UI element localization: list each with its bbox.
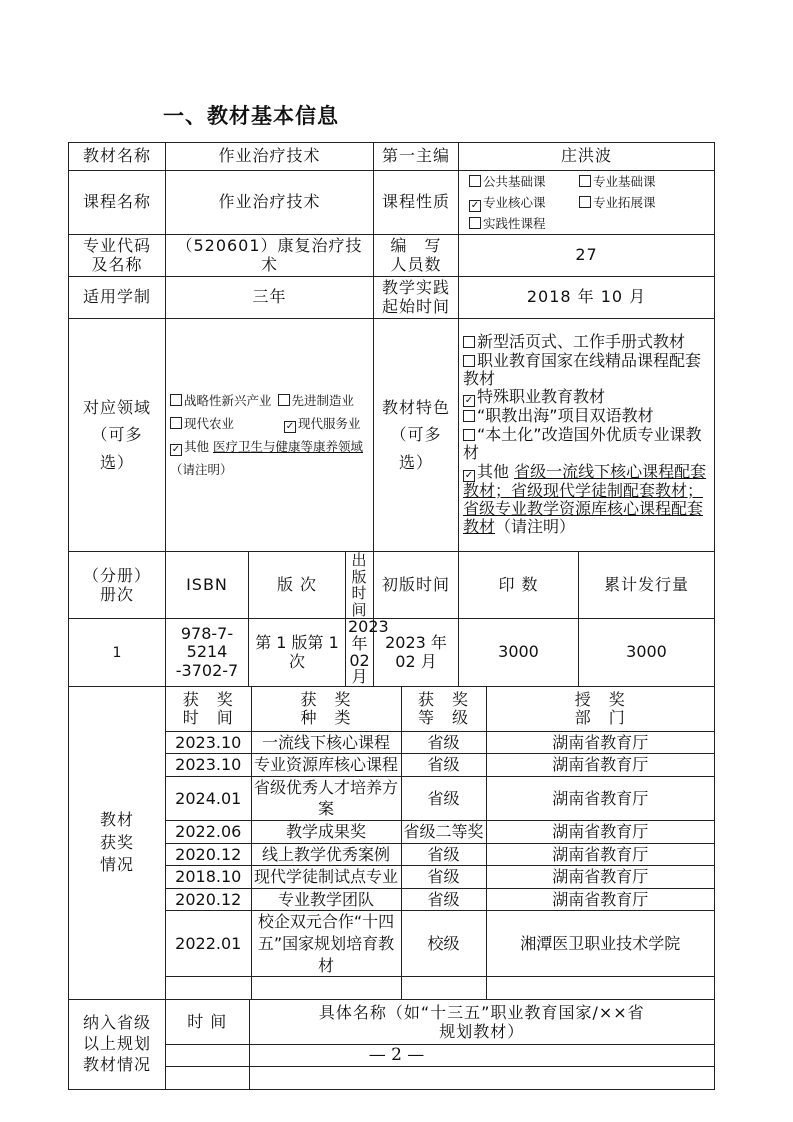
writers-count-label: 编 写 人员数 [374, 235, 459, 277]
edition-header: 版 次 [249, 552, 346, 619]
award-row [166, 866, 714, 889]
award-row [166, 888, 714, 911]
features-options [459, 319, 715, 552]
awards-table [166, 687, 714, 999]
section-title: 一、教材基本信息 [163, 104, 339, 128]
award-dept-cell: 湖南省教育厅 [486, 843, 714, 866]
award-dept-cell: 湖南省教育厅 [486, 776, 714, 820]
checkbox-icon [278, 394, 290, 406]
award-row [166, 754, 714, 777]
award-row [166, 776, 714, 820]
checkbox-icon [579, 196, 591, 208]
major-value: （520601）康复治疗技术 [166, 235, 374, 277]
award-level-cell: 省级二等奖 [401, 821, 486, 844]
writers-count-value: 27 [459, 235, 715, 277]
course-nature-options [459, 171, 715, 235]
field-option-other[interactable]: ✓ 其他 医疗卫生与健康等康养领域（请注明） [170, 439, 364, 477]
field-option-strategic[interactable]: 战略性新兴产业 [170, 390, 272, 412]
field-option-agriculture[interactable]: 现代农业 [170, 413, 278, 435]
award-time-cell: 2023.10 [166, 731, 251, 754]
textbook-info-table [68, 142, 715, 1090]
field-option-service[interactable]: ✓ 现代服务业 [285, 416, 361, 432]
course-name-value: 作业治疗技术 [166, 171, 374, 235]
award-level-cell: 校级 [401, 911, 486, 977]
award-row [166, 843, 714, 866]
chief-editor-label: 第一主编 [374, 143, 459, 171]
award-time-cell: 2022.01 [166, 911, 251, 977]
award-type-cell: 校企双元合作“十四五”国家规划培育教材 [251, 911, 401, 977]
awards-label: 教材 获奖 情况 [69, 687, 166, 1000]
field-other-text: 医疗卫生与健康等康养领域 [213, 439, 364, 454]
course-name-label: 课程名称 [69, 171, 166, 235]
print-count-header: 印 数 [459, 552, 579, 619]
pub-time-value: 2023 年 02 月 [346, 619, 374, 687]
checkbox-icon [463, 336, 475, 348]
award-level-cell: 省级 [401, 866, 486, 889]
award-row [166, 731, 714, 754]
nature-option-major-core[interactable]: ✓ 专业核心课 [470, 195, 546, 211]
feature-option-localized[interactable]: “本土化”改造国外优质专业课教材 [463, 424, 702, 463]
fields-label: 对应领域 （可多 选） [69, 319, 166, 552]
major-label: 专业代码 及名称 [69, 235, 166, 277]
award-type-cell: 教学成果奖 [251, 821, 401, 844]
award-type-cell: 现代学徒制试点专业 [251, 866, 401, 889]
checkbox-icon [170, 394, 182, 406]
chief-editor-value: 庄洪波 [459, 143, 715, 171]
field-option-manufacturing[interactable]: 先进制造业 [278, 390, 355, 412]
nature-option-major-basic[interactable]: 专业基础课 [579, 172, 656, 192]
first-edition-time-header: 初版时间 [374, 552, 459, 619]
award-level-cell: 省级 [401, 888, 486, 911]
award-level-cell: 省级 [401, 776, 486, 820]
award-time-cell: 2024.01 [166, 776, 251, 820]
award-row [166, 821, 714, 844]
nature-option-practice[interactable]: 实践性课程 [469, 214, 546, 234]
print-count-value: 3000 [459, 619, 579, 687]
fields-options [166, 319, 374, 552]
nature-option-major-extend[interactable]: 专业拓展课 [579, 193, 656, 213]
school-system-value: 三年 [166, 277, 374, 319]
planning-time-header: 时 间 [166, 1000, 249, 1045]
volume-value: 1 [69, 619, 166, 687]
award-dept-cell: 湖南省教育厅 [486, 754, 714, 777]
total-circulation-header: 累计发行量 [579, 552, 715, 619]
feature-option-bilingual[interactable]: “职教出海”项目双语教材 [463, 407, 710, 425]
planning-label: 纳入省级 以上规划 教材情况 [69, 999, 166, 1089]
award-dept-cell: 湘潭医卫职业技术学院 [486, 911, 714, 977]
checkbox-checked-icon: ✓ [285, 421, 295, 432]
award-level-cell: 省级 [401, 731, 486, 754]
textbook-name-label: 教材名称 [69, 143, 166, 171]
planning-name-header: 具体名称（如“十三五”职业教育国家/××省 规划教材） [249, 1000, 714, 1045]
checkbox-icon [579, 175, 591, 187]
checkbox-checked-icon: ✓ [464, 395, 474, 407]
pub-time-header: 出版 时间 [346, 552, 374, 619]
feature-option-special[interactable]: ✓ 特殊职业教育教材 [464, 387, 606, 407]
award-time-cell: 2020.12 [166, 888, 251, 911]
checkbox-icon [463, 355, 475, 367]
total-circulation-value: 3000 [579, 619, 715, 687]
award-type-cell: 专业资源库核心课程 [251, 754, 401, 777]
nature-option-public-basic[interactable]: 公共基础课 [469, 172, 573, 192]
checkbox-icon [170, 417, 182, 429]
page-number: — 2 — [368, 1045, 425, 1065]
isbn-header: ISBN [166, 552, 249, 619]
award-dept-cell: 湖南省教育厅 [486, 866, 714, 889]
practice-start-value: 2018 年 10 月 [459, 277, 715, 319]
checkbox-icon [469, 217, 481, 229]
award-type-cell: 省级优秀人才培养方案 [251, 776, 401, 820]
award-level-cell: 省级 [401, 754, 486, 777]
award-type-cell: 专业教学团队 [251, 888, 401, 911]
award-type-cell: 一流线下核心课程 [251, 731, 401, 754]
feature-option-other[interactable]: ✓ 其他 省级一流线下核心课程配套教材；省级现代学徒制配套教材；省级专业教学资源库核心课程配套教材（请注明） [463, 461, 707, 537]
checkbox-checked-icon: ✓ [464, 469, 474, 481]
award-time-cell: 2022.06 [166, 821, 251, 844]
volume-header: （分册） 册次 [69, 552, 166, 619]
checkbox-checked-icon: ✓ [470, 200, 480, 211]
award-row [166, 911, 714, 977]
award-time-cell: 2023.10 [166, 754, 251, 777]
edition-value: 第 1 版第 1 次 [249, 619, 346, 687]
school-system-label: 适用学制 [69, 277, 166, 319]
checkbox-icon [469, 175, 481, 187]
isbn-value: 978-7-5214 -3702-7 [166, 619, 249, 687]
feature-option-loose-leaf[interactable]: 新型活页式、工作手册式教材 [463, 333, 710, 351]
features-label: 教材特色 （可多 选） [374, 319, 459, 552]
award-time-header: 获 奖 时 间 [166, 687, 251, 731]
course-nature-label: 课程性质 [374, 171, 459, 235]
feature-other-text: 省级一流线下核心课程配套教材；省级现代学徒制配套教材；省级专业教学资源库核心课程配套教材 [463, 461, 707, 537]
first-edition-time-value: 2023 年 02 月 [374, 619, 459, 687]
award-time-cell: 2018.10 [166, 866, 251, 889]
award-type-header: 获 奖 种 类 [251, 687, 401, 731]
award-dept-cell: 湖南省教育厅 [486, 821, 714, 844]
checkbox-checked-icon: ✓ [171, 444, 181, 455]
award-dept-cell: 湖南省教育厅 [486, 731, 714, 754]
practice-start-label: 教学实践 起始时间 [374, 277, 459, 319]
checkbox-icon [463, 410, 475, 422]
textbook-name-value: 作业治疗技术 [166, 143, 374, 171]
award-level-header: 获 奖 等 级 [401, 687, 486, 731]
feature-option-online-course[interactable]: 职业教育国家在线精品课程配套教材 [463, 350, 702, 389]
checkbox-icon [463, 429, 475, 441]
award-dept-header: 授 奖 部 门 [486, 687, 714, 731]
award-dept-cell: 湖南省教育厅 [486, 888, 714, 911]
award-time-cell: 2020.12 [166, 843, 251, 866]
award-type-cell: 线上教学优秀案例 [251, 843, 401, 866]
award-level-cell: 省级 [401, 843, 486, 866]
